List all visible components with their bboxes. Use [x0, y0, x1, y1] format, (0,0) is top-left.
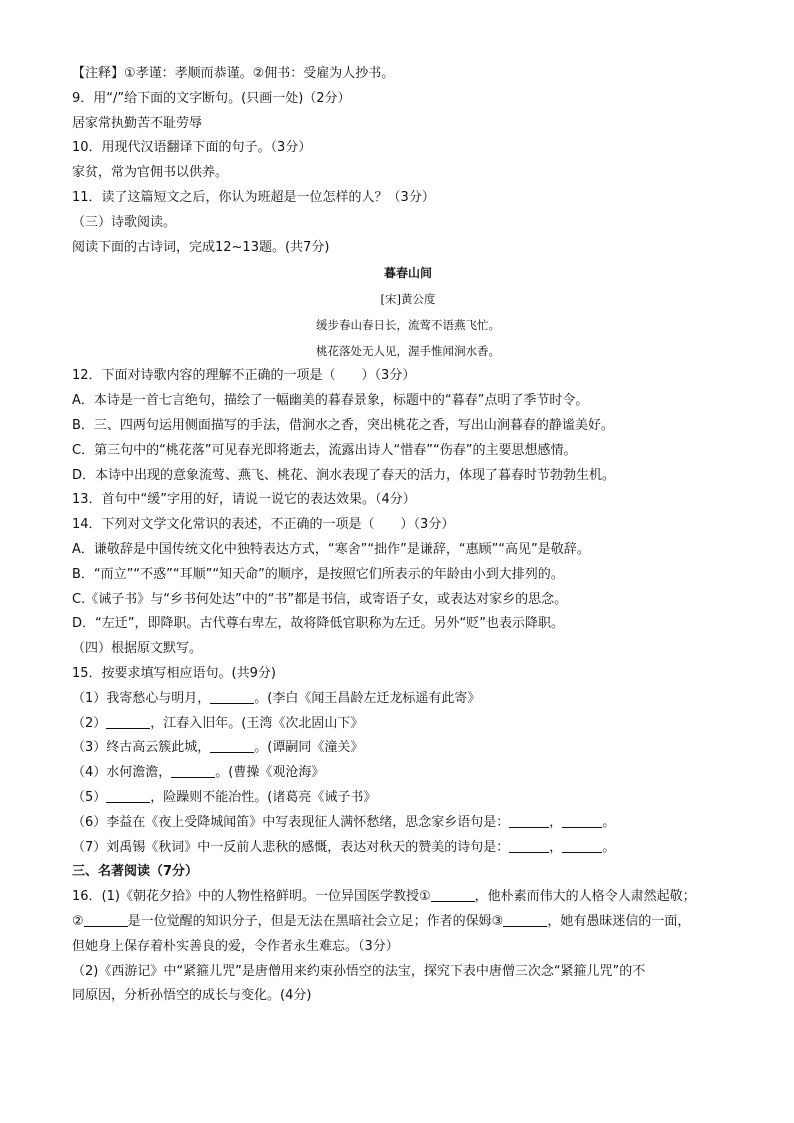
text: 。(曹操《观沧海》 — [215, 765, 325, 781]
text: （2） — [72, 715, 107, 731]
fill-blank[interactable] — [171, 763, 215, 778]
question-14: 14．下列对文学文化常识的表述，不正确的一项是（ ）（3分） — [72, 517, 455, 533]
question-9: 9．用“/”给下面的文字断句。(只画一处)（2分） — [72, 90, 351, 106]
text: ， — [549, 839, 563, 855]
question-16-line-2 — [72, 910, 734, 935]
question-10: 10．用现代汉语翻译下面的句子。（3分） — [72, 140, 312, 156]
poem-line-1: 缓步春山春日长，流莺不语燕飞忙。 — [316, 318, 500, 333]
question-15-item-2 — [72, 712, 734, 737]
question-12: 12．下面对诗歌内容的理解不正确的一项是（ ）（3分） — [72, 368, 416, 384]
fill-blank[interactable] — [562, 838, 602, 853]
question-15-item-1 — [72, 687, 734, 712]
text: ，江春入旧年。(王湾《次北固山下》 — [150, 715, 364, 731]
section-3-heading: （三）诗歌阅读。 — [72, 214, 177, 230]
text: ，她有愚昧迷信的一面， — [547, 913, 691, 929]
fill-blank[interactable] — [210, 689, 254, 704]
question-15-item-7 — [72, 836, 734, 861]
question-16-part-2-line-2: 同原因，分析孙悟空的成长与变化。(4分) — [72, 988, 312, 1004]
question-14-option-b: B．“而立”“不惑”“耳顺”“知天命”的顺序，是按照它们所表示的年龄由小到大排列的。 — [72, 566, 564, 582]
fill-blank[interactable] — [106, 788, 150, 803]
annotation-note: 【注释】①孝谨：孝顺而恭谨。②佣书：受雇为人抄书。 — [72, 66, 395, 81]
text: ，他朴素而伟大的人格令人肃然起敬； — [474, 889, 696, 905]
question-12-option-d: D．本诗中出现的意象流莺、燕飞、桃花、涧水表现了春天的活力，体现了暮春时节勃勃生机。 — [72, 467, 616, 483]
fill-blank[interactable] — [210, 738, 254, 753]
text: 。 — [602, 814, 616, 830]
poem-author: [宋]黄公度 — [380, 292, 436, 307]
question-16-line-3: 但她身上保存着朴实善良的爱，令作者永生难忘。（3分） — [72, 938, 399, 954]
fill-blank[interactable] — [509, 813, 549, 828]
question-12-option-b: B．三、四两句运用侧面描写的手法，借涧水之香，突出桃花之香，写出山涧暮春的静谧美好。 — [72, 417, 614, 433]
poem-intro: 阅读下面的古诗词，完成12~13题。(共7分) — [72, 239, 330, 255]
fill-blank[interactable] — [431, 887, 475, 902]
text: 是一位觉醒的知识分子，但是无法在黑暗社会立足；作者的保姆③ — [127, 913, 504, 929]
question-12-option-c: C．第三句中的“桃花落”可见春光即将逝去，流露出诗人“惜春”“伤春”的主要思想感情。 — [72, 442, 577, 458]
poem-title: 暮春山间 — [383, 266, 432, 281]
section-4-heading: （四）根据原文默写。 — [72, 641, 203, 657]
question-14-option-d: D．“左迁”，即降职。古代尊右卑左，故将降低官职称为左迁。另外“贬”也表示降职。 — [72, 616, 564, 632]
question-15-item-5 — [72, 786, 734, 811]
question-15-item-6 — [72, 811, 734, 836]
question-12-option-a: A．本诗是一首七言绝句，描绘了一幅幽美的暮春景象，标题中的“暮春”点明了季节时令。 — [72, 393, 589, 409]
text: 。(李白《闻王昌龄左迁龙标遥有此寄》 — [254, 690, 481, 706]
question-11: 11．读了这篇短文之后，你认为班超是一位怎样的人？（3分） — [72, 189, 435, 205]
text: （6）李益在《夜上受降城闻笛》中写表现征人满怀愁绪，思念家乡语句是： — [72, 814, 510, 830]
question-10-text: 家贫，常为官佣书以供养。 — [72, 165, 229, 181]
text: 。 — [602, 839, 616, 855]
question-14-option-c: C.《诫子书》与“乡书何处达”中的“书”都是书信，或寄语子女，或表达对家乡的思念。 — [72, 591, 568, 607]
part-3-heading: 三、名著阅读（7分） — [72, 864, 199, 880]
text: （1）我寄愁心与明月， — [72, 690, 211, 706]
text: （5） — [72, 789, 107, 805]
question-16-part-2-line-1: （2)《西游记》中“紧箍儿咒”是唐僧用来约束孙悟空的法宝，探究下表中唐僧三次念“紧箍儿咒”的不 — [72, 963, 646, 979]
text: ， — [549, 814, 563, 830]
question-15-item-3 — [72, 736, 734, 761]
fill-blank[interactable] — [106, 714, 150, 729]
question-15-item-4 — [72, 761, 734, 786]
text: 16．(1)《朝花夕拾》中的人物性格鲜明。一位异国医学教授① — [72, 889, 431, 905]
fill-blank[interactable] — [84, 912, 128, 927]
poem-line-2: 桃花落处无人见，渥手惟闻涧水香。 — [316, 344, 500, 359]
text: （7）刘禹锡《秋词》中一反前人悲秋的感慨，表达对秋天的赞美的诗句是： — [72, 839, 510, 855]
text: 。(谭嗣同《潼关》 — [254, 740, 364, 756]
question-13: 13．首句中“缓”字用的好，请说一说它的表达效果。（4分） — [72, 492, 416, 508]
text: （4）水何澹澹， — [72, 765, 172, 781]
text: （3）终古高云簇此城， — [72, 740, 211, 756]
fill-blank[interactable] — [509, 838, 549, 853]
text: ② — [72, 913, 84, 929]
question-16-line-1 — [72, 885, 734, 910]
fill-blank[interactable] — [503, 912, 547, 927]
fill-blank[interactable] — [562, 813, 602, 828]
question-15: 15．按要求填写相应语句。(共9分) — [72, 665, 276, 681]
question-9-text: 居家常执勤苦不耻劳辱 — [72, 115, 203, 131]
question-14-option-a: A．谦敬辞是中国传统文化中独特表达方式，“寒舍”“拙作”是谦辞，“惠顾”“高见”是敬辞。 — [72, 541, 590, 557]
text: ，险躁则不能冶性。(诸葛亮《诫子书》 — [150, 789, 377, 805]
